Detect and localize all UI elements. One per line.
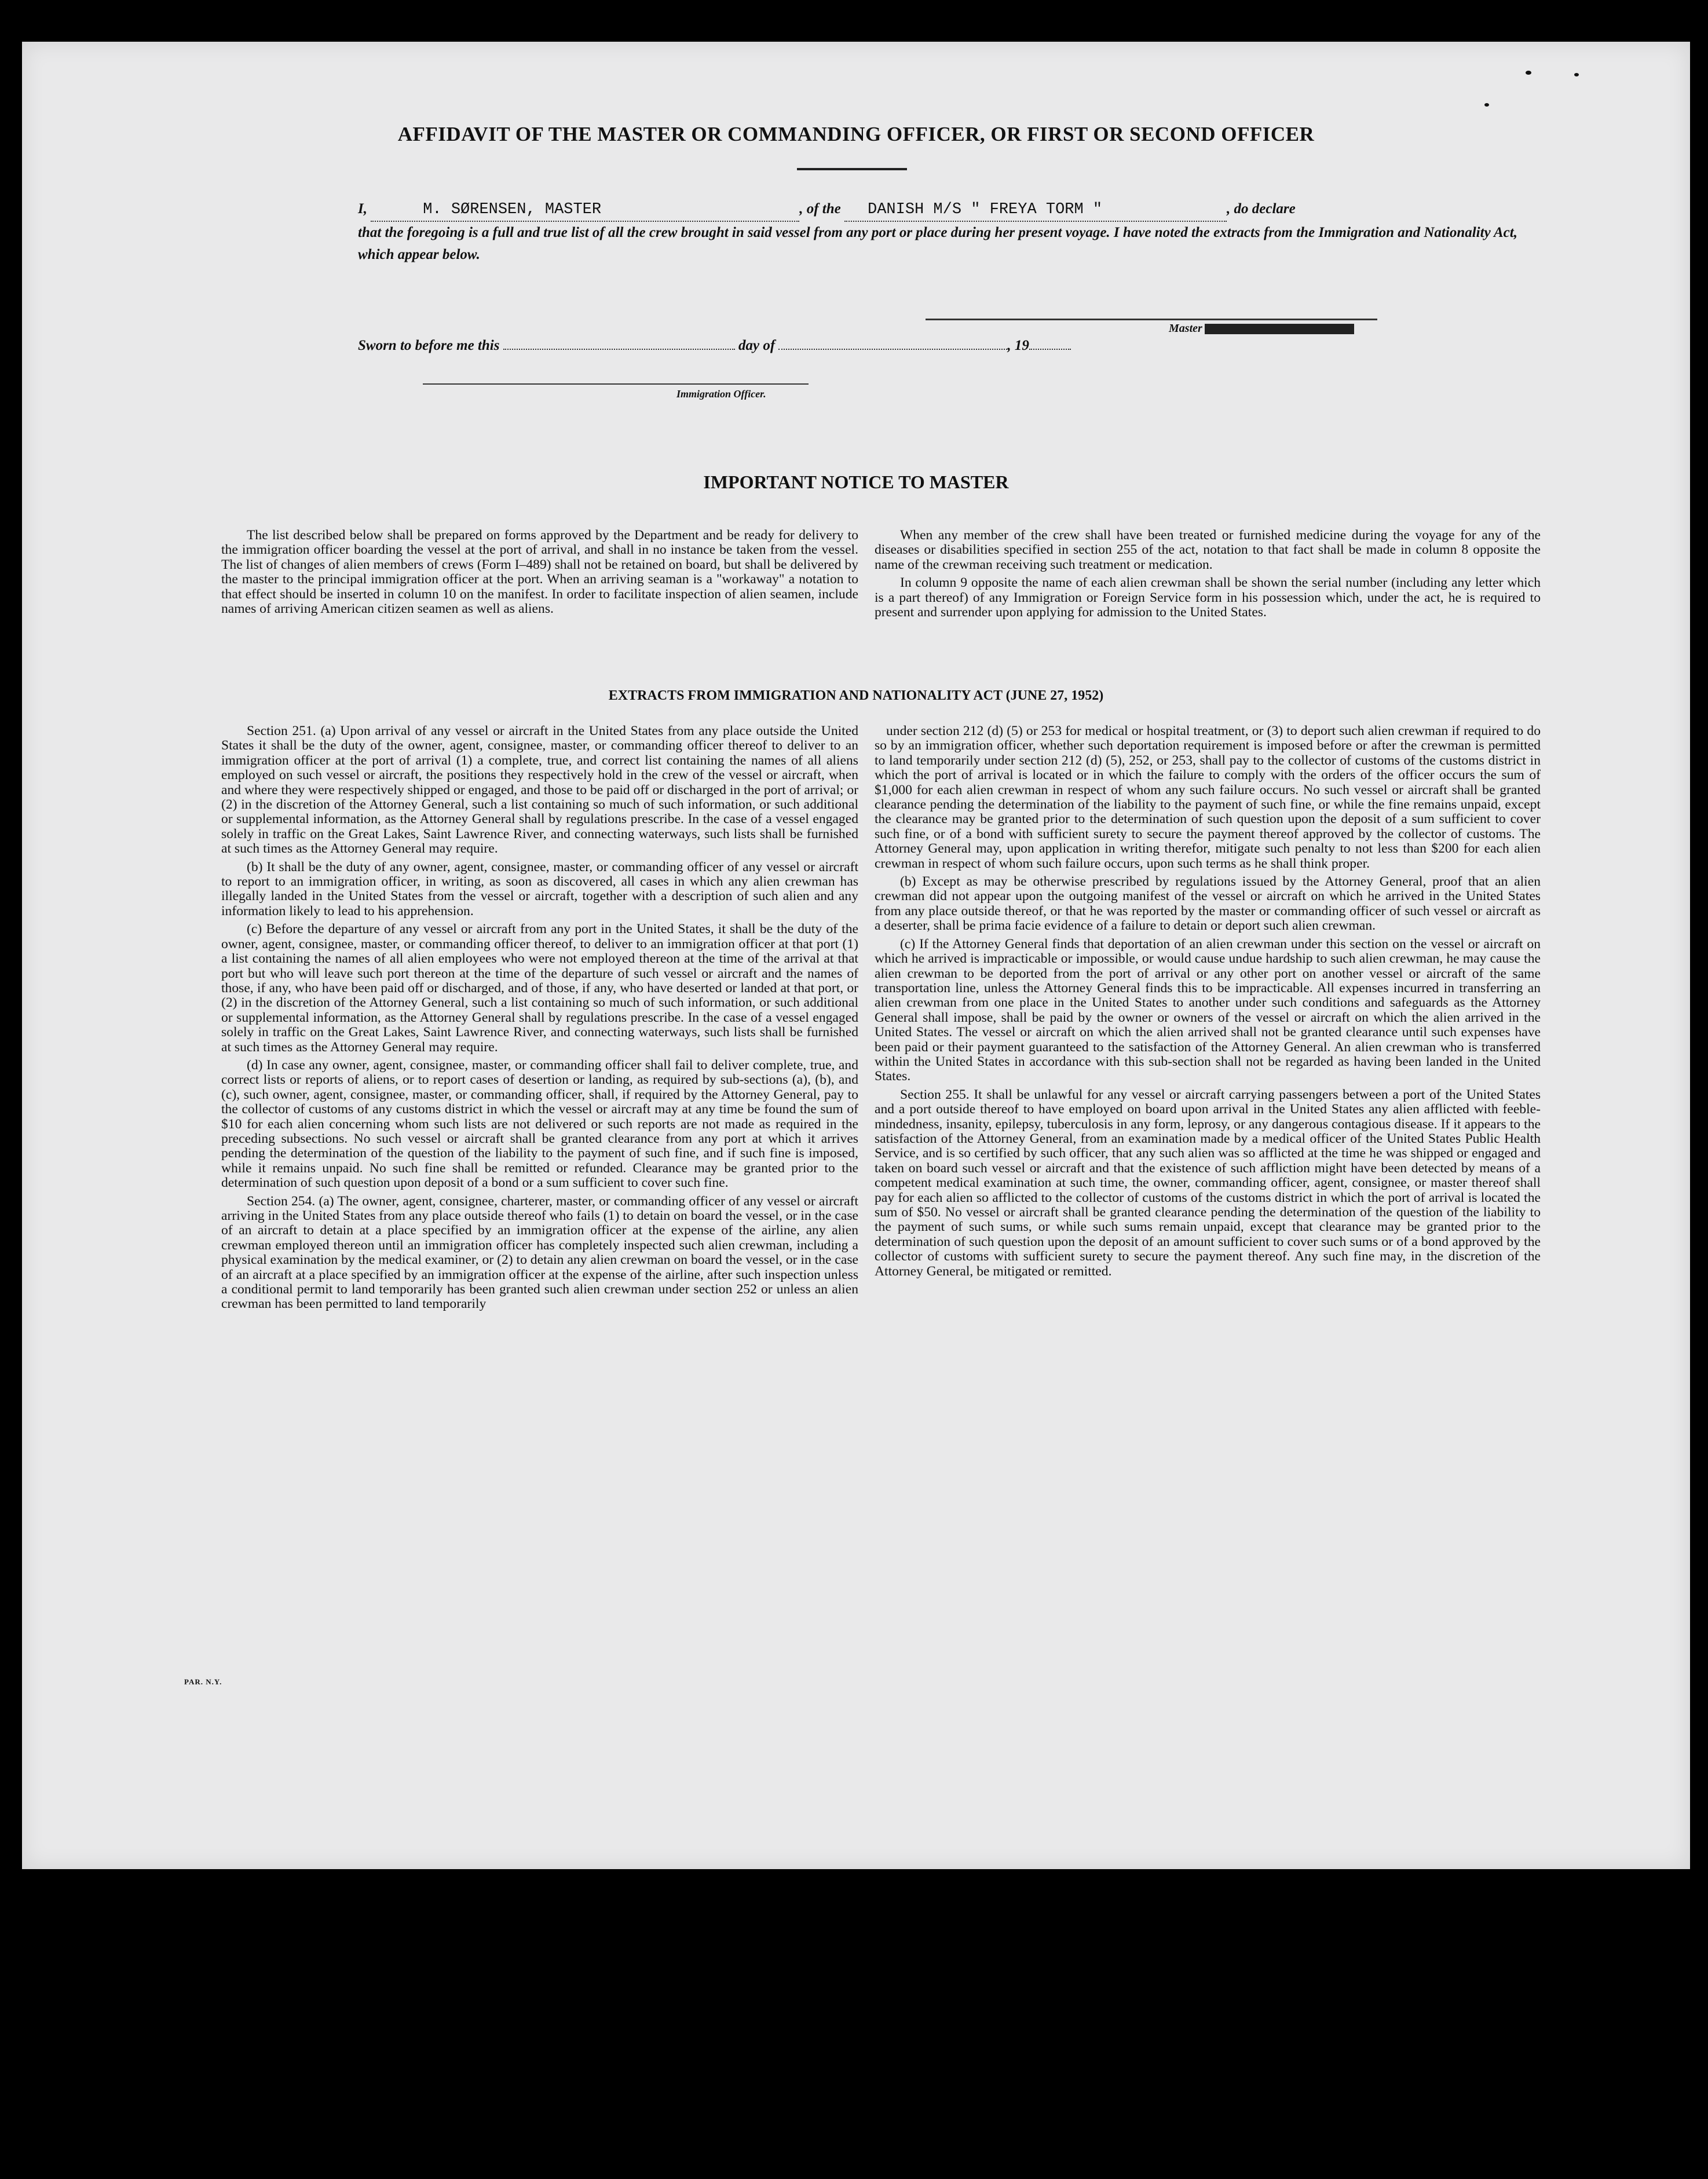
immigration-officer-signature-line[interactable] <box>423 383 809 385</box>
extract-paragraph: (b) Except as may be otherwise prescribed by regulations issued by the Attorney General, proof that an alien crewman did not appear upon the outgoing manifest of the vessel or aircraft on which he arrived in the United States from any place outside thereof, or that he was reported by the master or commanding officer of such vessel or aircraft as a deserter, shall be prima facie evidence of a failure to detain or deport such alien crewman. <box>875 874 1541 934</box>
notice-right-paragraph-2: In column 9 opposite the name of each alien crewman shall be shown the serial number (including any letter which is a part thereof) of any Immigration or Foreign Service form in his possession which, under the act, he is required to present and surrender upon applying for admission to the United States. <box>875 575 1541 620</box>
notice-left-column <box>221 528 858 616</box>
extracts-left-column <box>221 724 858 1312</box>
redacted-signature <box>1205 324 1354 334</box>
master-signature-label <box>1169 322 1354 335</box>
scan-speck <box>1574 73 1579 76</box>
notice-right-paragraph-1: When any member of the crew shall have been treated or furnished medicine during the voyage for any of the diseases or disabilities specified in section 255 of the act, notation to that fact shall be made in column 8 opposite the name of the crewman receiving such treatment or medication. <box>875 528 1541 572</box>
notice-title: IMPORTANT NOTICE TO MASTER <box>703 471 1009 492</box>
notice-left-paragraph: The list described below shall be prepared on forms approved by the Department and be ready for delivery to the immigration officer boarding the vessel at the port of arrival, and shall in no instance be taken from the vessel. The list of changes of alien members of crews (Form I–489) shall not be retained on board, but shall be delivered by the master to the principal immigration officer at the port. When an arriving seaman is a "workaway" a notation to that effect should be inserted in column 10 on the manifest. In order to facilitate inspection of alien seamen, include names of arriving American citizen seamen as well as aliens. <box>221 528 858 617</box>
printer-imprint: PAR. N.Y. <box>184 1677 222 1686</box>
extract-paragraph: (d) In case any owner, agent, consignee, master, or commanding officer shall fail to deliver complete, true, and correct lists or reports of aliens, or to report cases of desertion or landing, as required by sub-sections (a), (b), and (c), such owner, agent, consignee, master, or commanding officer, shall, if required by the Attorney General, pay to the collector of customs of any customs district in which the vessel or aircraft may at any time be found the sum of $10 for each alien concerning whom such lists are not delivered or such reports are not made as required in the preceding subsections. No such vessel or aircraft shall be granted clearance from any port at which it arrives pending the determination of the question of the liability to the payment of such fine, and if such fine is imposed, while it remains unpaid. No such fine shall be remitted or refunded. Clearance may be granted prior to the determination of such question upon deposit of a bond or a sum sufficient to cover such fine. <box>221 1057 858 1191</box>
page-title: AFFIDAVIT OF THE MASTER OR COMMANDING OFFICER, OR FIRST OR SECOND OFFICER <box>397 123 1315 145</box>
extract-paragraph: Section 255. It shall be unlawful for any vessel or aircraft carrying passengers between a port of the United States and a port outside thereof to have employed on board upon arrival in the United States any alien afflicted with feeble-mindedness, insanity, epilepsy, tuberculosis in any form, leprosy, or any dangerous contagious disease. If it appears to the satisfaction of the Attorney General, from an examination made by a medical officer of the United States Public Health Service, and is so certified by such officer, that any such alien was so afflicted at the time he was shipped or engaged and taken on board such vessel or aircraft and that the existence of such affliction might have been detected by means of a competent medical examination at such time, the owner, commanding officer, agent, consignee, or master thereof shall pay for each alien so afflicted to the collector of customs of the customs district in which the port of arrival is located the sum of $50. No vessel or aircraft shall be granted clearance pending the determination of the question of the liability to the payment of such sums, or while such sums remain unpaid, except that clearance may be granted prior to the determination of such question upon the deposit of an amount sufficient to cover such sums or of a bond approved by the collector of customs with sufficient surety to secure the payment thereof. Any such fine may, in the discretion of the Attorney General, be mitigated or remitted. <box>875 1087 1541 1279</box>
master-name-field[interactable]: M. SØRENSEN, MASTER <box>371 199 799 222</box>
extract-paragraph: Section 254. (a) The owner, agent, consignee, charterer, master, or commanding officer of any vessel or aircraft arriving in the United States from any place outside thereof who fails (1) to detain on board the vessel, or in the case of an aircraft to detain at a place specified by an immigration officer at the expense of the airline, any alien crewman employed thereon until an immigration officer has completely inspected such alien crewman, including a physical examination by the medical examiner, or (2) to detain any alien crewman on board the vessel, or in the case of an aircraft at a place specified by an immigration officer at the expense of the airline, after such inspection unless a conditional permit to land temporarily has been granted such alien crewman under section 252 or unless an alien crewman has been permitted to land temporarily <box>221 1193 858 1312</box>
sworn-day-of: day of <box>738 338 776 353</box>
extracts-title: EXTRACTS FROM IMMIGRATION AND NATIONALITY ACT (JUNE 27, 1952) <box>608 688 1104 703</box>
extracts-right-column <box>875 724 1541 1279</box>
sworn-prefix: Sworn to before me this <box>358 338 500 353</box>
master-signature-line[interactable] <box>926 319 1377 320</box>
declaration-prefix: I, <box>358 201 367 217</box>
immigration-officer-label: Immigration Officer. <box>676 388 766 400</box>
extract-paragraph: Section 251. (a) Upon arrival of any vessel or aircraft in the United States from any place outside the United States it shall be the duty of the owner, agent, consignee, master, or commanding officer thereof to deliver to an immigration officer at the port of arrival (1) a complete, true, and correct list containing the names of all aliens employed on such vessel or aircraft, the positions they respectively hold in the crew of the vessel or aircraft, when and where they were respectively shipped or engaged, and those to be paid off or discharged in the port of arrival; or (2) in the discretion of the Attorney General, such a list containing so much of such information, or such additional or supplemental information, as the Attorney General shall by regulations prescribe. In the case of a vessel engaged solely in traffic on the Great Lakes, Saint Lawrence River, and connecting waterways, such lists shall be furnished at such times as the Attorney General may require. <box>221 723 858 857</box>
sworn-day-field[interactable] <box>503 337 735 350</box>
extract-paragraph: under section 212 (d) (5) or 253 for medical or hospital treatment, or (3) to deport such alien crewman if required to do so by an immigration officer, whether such deportation requirement is imposed before or after the crewman is permitted to land temporarily under section 212 (d) (5), 252, or 253, shall pay to the collector of customs of the customs district in which the port of arrival is located or in which the failure to comply with the orders of the officer occurs the sum of $1,000 for each alien crewman in respect of whom any such failure occurs. No such vessel or aircraft shall be granted clearance pending the determination of the liability to the payment of such fine, or while the fine remains unpaid, except the clearance may be granted prior to the determination of such question upon the deposit of a sum sufficient to cover such fine, or of a bond with sufficient surety to secure the payment thereof approved by the collector of customs. The Attorney General may, upon application in writing therefor, mitigate such penalty to not less than $200 for each alien crewman in respect of whom such failure occurs, upon such terms as he shall think proper. <box>875 723 1541 871</box>
extract-paragraph: (b) It shall be the duty of any owner, agent, consignee, master, or commanding officer of any vessel or aircraft to report to an immigration officer, in writing, as soon as discovered, all cases in which any alien crewman has illegally landed in the United States from the vessel or aircraft, together with a description of such alien and any information likely to lead to his apprehension. <box>221 859 858 919</box>
declaration-of-the: , of the <box>799 201 841 217</box>
declaration-do-declare: , do declare <box>1227 201 1296 217</box>
document-page <box>22 42 1690 1869</box>
declaration-text: that the foregoing is a full and true list of all the crew brought in said vessel from any port or place during her present voyage. I have noted the extracts from the Immigration and Nationality Act, which appear below. <box>358 225 1517 262</box>
sworn-statement <box>358 337 1169 354</box>
scan-speck <box>1526 71 1531 75</box>
scan-speck <box>1484 103 1489 107</box>
declaration-block <box>358 198 1528 266</box>
notice-right-column <box>875 528 1541 620</box>
extract-paragraph: (c) Before the departure of any vessel or aircraft from any port in the United States, it shall be the duty of the owner, agent, consignee, master, or commanding officer thereof, to deliver to an immigration officer at that port (1) a list containing the names of all alien employees who were not employed thereon at the time of the arrival at that port but who will leave such port thereon at the time of the departure of such vessel or aircraft and the names of those, if any, who have been paid off or discharged, and of those, if any, who have deserted or landed at that port, or (2) in the discretion of the Attorney General, such a list containing so much of such information, or such additional or supplemental information, as the Attorney General shall by regulations prescribe. In the case of a vessel engaged solely in traffic on the Great Lakes, Saint Lawrence River, and connecting waterways, such lists shall be furnished at such times as the Attorney General may require. <box>221 922 858 1055</box>
sworn-month-field[interactable] <box>778 337 1007 350</box>
sworn-year-prefix: , 19 <box>1007 338 1029 353</box>
vessel-name-field[interactable]: DANISH M/S " FREYA TORM " <box>844 199 1227 222</box>
title-underline <box>797 168 907 170</box>
sworn-year-field[interactable] <box>1029 337 1071 350</box>
master-label-text: Master <box>1169 322 1202 335</box>
extract-paragraph: (c) If the Attorney General finds that deportation of an alien crewman under this section on the vessel or aircraft on which he arrived is impracticable or impossible, or would cause undue hardship to such alien crewman, he may cause the alien crewman to be deported from the port of arrival or any other port on another vessel or aircraft of the same transportation line, unless the Attorney General finds this to be impracticable. All expenses incurred in transferring an alien crewman from one place in the United States to another under such conditions and safeguards as the Attorney General shall impose, shall be paid by the owner or owners of the vessel or aircraft on which the alien arrived in the United States. The vessel or aircraft on which the alien arrived shall not be granted clearance until such expenses have been paid or their payment guaranteed to the satisfaction of the Attorney General. An alien crewman who is transferred within the United States in accordance with this sub-section shall not be regarded as having been landed in the United States. <box>875 936 1541 1084</box>
